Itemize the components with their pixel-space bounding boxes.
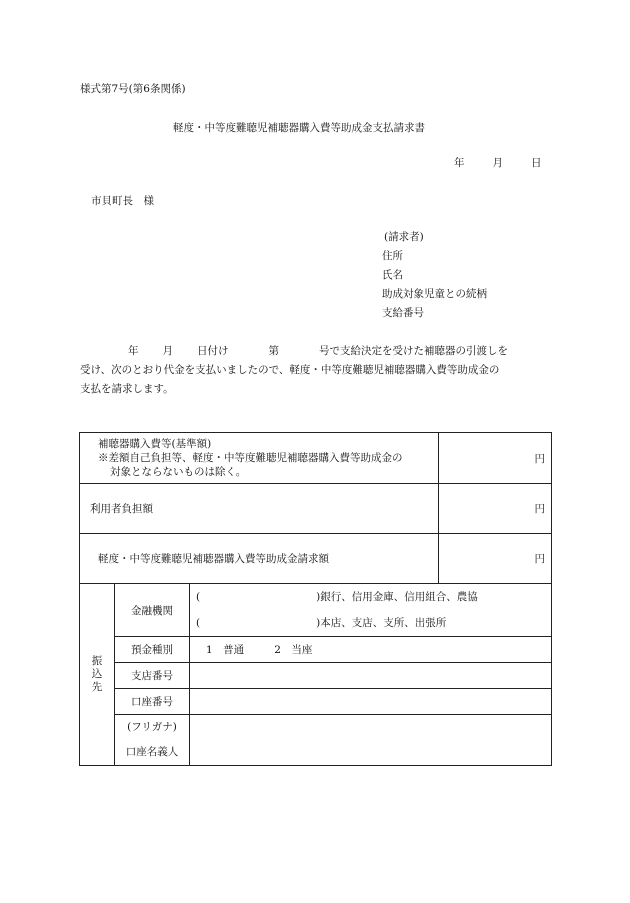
requester-heading: (請求者) <box>384 231 424 243</box>
transfer-label: 振込先 <box>80 584 115 766</box>
deposit-option-current[interactable]: 2 当座 <box>274 644 313 656</box>
body-line-2: 受け、次のとおり代金を支払いましたので、軽度・中等度難聴児補聴器購入費等助成金の <box>80 364 500 376</box>
account-holder-name-label: 口座名義人 <box>125 746 179 758</box>
form-number: 様式第7号(第6条関係) <box>80 83 186 95</box>
requester-payment-number-label: 支給番号 <box>382 307 424 319</box>
user-burden-field[interactable]: 円 <box>439 484 552 534</box>
base-amount-field[interactable]: 円 <box>439 433 552 484</box>
furigana-label: (フリガナ) <box>127 721 177 733</box>
claim-amount-label: 軽度・中等度難聴児補聴器購入費等助成金請求額 <box>80 534 439 584</box>
financial-institution-field[interactable]: ( )銀行、信用金庫、信用組合、農協 ( )本店、支店、支所、出張所 <box>190 584 552 637</box>
request-table <box>79 432 552 766</box>
user-burden-label: 利用者負担額 <box>80 484 439 534</box>
date-month-label: 月 <box>492 157 503 169</box>
account-number-field[interactable] <box>190 689 552 715</box>
account-number-row <box>80 689 552 715</box>
body-line-3: 支払を請求します。 <box>80 383 174 395</box>
base-amount-row <box>80 433 552 484</box>
financial-institution-row <box>80 584 552 637</box>
addressee: 市貝町長 様 <box>91 195 154 207</box>
branch-number-label: 支店番号 <box>115 663 190 689</box>
account-holder-field[interactable] <box>190 715 552 766</box>
branch-number-row <box>80 663 552 689</box>
body-line-1: 年 月 日付け 第 号で支給決定を受けた補聴器の引渡しを <box>128 345 508 357</box>
account-number-label: 口座番号 <box>115 689 190 715</box>
date-day-label: 日 <box>531 157 542 169</box>
deposit-type-row <box>80 637 552 663</box>
account-holder-label <box>115 715 190 766</box>
request-body <box>80 342 548 399</box>
branch-number-field[interactable] <box>190 663 552 689</box>
deposit-type-field[interactable] <box>190 637 552 663</box>
date-line <box>454 156 542 171</box>
financial-institution-label: 金融機関 <box>115 584 190 637</box>
date-year-label: 年 <box>454 157 465 169</box>
claim-amount-row <box>80 534 552 584</box>
account-holder-row <box>80 715 552 766</box>
requester-name-label: 氏名 <box>382 269 403 281</box>
document-title: 軽度・中等度難聴児補聴器購入費等助成金支払請求書 <box>173 122 425 134</box>
claim-amount-field[interactable]: 円 <box>439 534 552 584</box>
requester-address-label: 住所 <box>382 250 403 262</box>
base-amount-label: 補聴器購入費等(基準額) ※差額自己負担等、軽度・中等度難聴児補聴器購入費等助成金の 対象とならないものは除く。 <box>80 433 439 484</box>
deposit-type-label: 預金種別 <box>115 637 190 663</box>
deposit-option-ordinary[interactable]: 1 普通 <box>206 644 245 656</box>
user-burden-row <box>80 484 552 534</box>
requester-relationship-label: 助成対象児童との続柄 <box>382 288 487 300</box>
